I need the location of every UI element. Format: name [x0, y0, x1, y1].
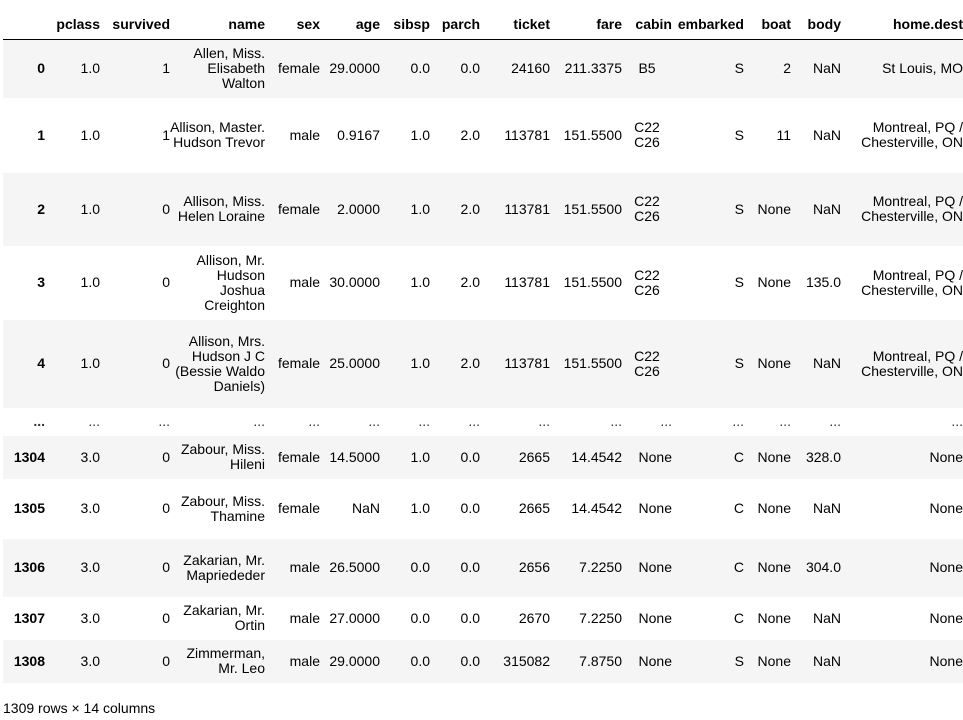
- header-index: [3, 9, 45, 40]
- table-body: [3, 40, 963, 683]
- cell-embarked: S: [734, 274, 744, 290]
- cell-home: None: [929, 559, 963, 575]
- cell-cabin: C22 C26: [634, 266, 660, 298]
- cell-pclass: 3.0: [80, 559, 100, 575]
- cell-fare: 151.5500: [563, 200, 622, 217]
- cell-sex: female: [277, 355, 320, 371]
- cell-body: NaN: [812, 60, 841, 77]
- cell-boat: 11: [776, 126, 791, 143]
- cell-body: NaN: [812, 609, 841, 626]
- cell-cabin: None: [638, 652, 672, 669]
- cell-age: 29.0000: [329, 652, 380, 669]
- cell-pclass: 1.0: [80, 60, 100, 77]
- table-header: [3, 9, 963, 40]
- cell-parch: 2.0: [460, 355, 480, 371]
- table-row: [3, 479, 963, 539]
- cell-name: Zakarian, Mr. Mapriededer: [183, 551, 265, 583]
- table-row: [3, 597, 963, 640]
- cell-fare: 211.3375: [564, 60, 622, 77]
- cell-cabin: None: [638, 500, 672, 516]
- cell-fare: 7.8750: [579, 652, 622, 669]
- header-survived: survived: [100, 9, 170, 40]
- cell-survived: 0: [162, 652, 170, 669]
- row-index: 1305: [13, 500, 45, 516]
- cell-boat: None: [757, 200, 791, 217]
- cell-body: NaN: [812, 200, 841, 217]
- cell-boat: None: [757, 274, 791, 290]
- cell-ticket: 113781: [504, 355, 550, 371]
- cell-name: Allison, Mrs. Hudson J C (Bessie Waldo Daniels): [175, 332, 265, 394]
- cell-name: ...: [253, 413, 265, 429]
- cell-boat: ...: [779, 413, 791, 429]
- cell-sibsp: 1.0: [410, 126, 430, 143]
- cell-embarked: S: [734, 200, 744, 217]
- header-sibsp: sibsp: [380, 9, 430, 40]
- cell-pclass: 3.0: [80, 652, 100, 669]
- cell-home: Montreal, PQ / Chesterville, ON: [861, 119, 963, 150]
- header-home-dest: home.dest: [841, 9, 963, 40]
- cell-sibsp: 0.0: [410, 609, 430, 626]
- cell-sex: male: [289, 559, 320, 575]
- cell-boat: 2: [783, 60, 791, 77]
- cell-survived: 0: [162, 355, 170, 371]
- cell-parch: 0.0: [460, 652, 480, 669]
- cell-pclass: 3.0: [80, 609, 100, 626]
- cell-embarked: ...: [732, 413, 744, 429]
- cell-age: 27.0000: [329, 609, 380, 626]
- cell-sex: female: [277, 200, 320, 217]
- cell-fare: ...: [610, 413, 622, 429]
- row-index: 1304: [13, 448, 45, 465]
- cell-sibsp: 1.0: [410, 500, 430, 516]
- cell-embarked: S: [734, 355, 744, 371]
- cell-home: None: [929, 652, 963, 669]
- cell-boat: None: [757, 559, 791, 575]
- cell-sibsp: 1.0: [410, 448, 430, 465]
- cell-parch: 2.0: [460, 200, 480, 217]
- cell-age: ...: [368, 413, 380, 429]
- cell-sibsp: 1.0: [410, 355, 430, 371]
- row-index: 1308: [13, 652, 45, 669]
- cell-body: 135.0: [805, 274, 841, 290]
- header-cabin: cabin: [622, 9, 672, 40]
- cell-sex: female: [277, 448, 320, 465]
- header-row: [3, 9, 963, 40]
- cell-boat: None: [757, 652, 791, 669]
- cell-boat: None: [757, 448, 791, 465]
- header-parch: parch: [430, 9, 480, 40]
- cell-home: Montreal, PQ / Chesterville, ON: [861, 193, 963, 224]
- cell-sex: female: [277, 500, 320, 516]
- cell-body: NaN: [812, 126, 841, 143]
- cell-cabin: C22 C26: [634, 347, 660, 379]
- cell-pclass: 3.0: [80, 500, 100, 516]
- cell-cabin: None: [638, 609, 672, 626]
- cell-body: 328.0: [805, 448, 841, 465]
- table-row: [3, 320, 963, 408]
- cell-cabin: B5: [638, 60, 656, 77]
- header-name: name: [170, 9, 265, 40]
- cell-home: None: [929, 500, 963, 516]
- cell-boat: None: [757, 500, 791, 516]
- cell-fare: 14.4542: [571, 448, 622, 465]
- cell-embarked: S: [734, 652, 744, 669]
- cell-ticket: 315082: [503, 652, 550, 669]
- cell-parch: 0.0: [460, 559, 480, 575]
- table-row: [3, 98, 963, 173]
- table-row: [3, 640, 963, 683]
- cell-name: Zabour, Miss. Hileni: [180, 441, 265, 472]
- cell-fare: 151.5500: [563, 355, 622, 371]
- header-fare: fare: [550, 9, 622, 40]
- cell-age: 30.0000: [329, 274, 380, 290]
- cell-embarked: C: [733, 448, 744, 465]
- cell-parch: 0.0: [460, 500, 480, 516]
- header-ticket: ticket: [480, 9, 550, 40]
- dataframe-table: [3, 9, 963, 683]
- cell-embarked: C: [733, 500, 744, 516]
- cell-name: Zabour, Miss. Thamine: [180, 492, 265, 524]
- cell-pclass: 1.0: [80, 355, 100, 371]
- cell-home: Montreal, PQ / Chesterville, ON: [861, 266, 963, 298]
- cell-sibsp: 1.0: [410, 200, 430, 217]
- table-row: [3, 436, 963, 479]
- cell-boat: None: [757, 355, 791, 371]
- row-index: 3: [37, 274, 45, 290]
- cell-parch: 0.0: [460, 609, 480, 626]
- header-boat: boat: [744, 9, 791, 40]
- ellipsis-row: [3, 408, 963, 436]
- cell-ticket: 2665: [518, 448, 550, 465]
- cell-parch: 0.0: [460, 448, 480, 465]
- cell-fare: 7.2250: [579, 559, 622, 575]
- cell-survived: ...: [158, 413, 170, 429]
- cell-home: None: [929, 609, 963, 626]
- dataframe-scroll-container[interactable]: [3, 9, 963, 683]
- cell-home: None: [929, 448, 963, 465]
- cell-cabin: None: [638, 559, 672, 575]
- cell-sibsp: ...: [418, 413, 430, 429]
- table-row: [3, 246, 963, 320]
- cell-pclass: 1.0: [80, 200, 100, 217]
- cell-survived: 0: [162, 200, 170, 217]
- row-index: 0: [37, 60, 45, 77]
- cell-name: Zimmerman, Mr. Leo: [186, 645, 265, 676]
- cell-survived: 1: [162, 126, 170, 143]
- cell-name: Allison, Miss. Helen Loraine: [177, 193, 265, 224]
- dataframe-shape-summary: 1309 rows × 14 columns: [3, 700, 156, 716]
- cell-ticket: 24160: [511, 60, 550, 77]
- cell-survived: 0: [162, 559, 170, 575]
- cell-cabin: ...: [660, 413, 672, 429]
- cell-cabin: C22 C26: [634, 119, 660, 150]
- cell-parch: ...: [468, 413, 480, 429]
- header-body: body: [791, 9, 841, 40]
- cell-pclass: 3.0: [80, 448, 100, 465]
- cell-survived: 1: [162, 60, 170, 77]
- cell-sex: male: [289, 274, 320, 290]
- cell-survived: 0: [162, 609, 170, 626]
- header-sex: sex: [265, 9, 320, 40]
- cell-fare: 14.4542: [571, 500, 622, 516]
- header-pclass: pclass: [45, 9, 100, 40]
- cell-embarked: C: [733, 559, 744, 575]
- cell-sibsp: 0.0: [410, 60, 430, 77]
- cell-boat: None: [757, 609, 791, 626]
- cell-ticket: 2670: [518, 609, 550, 626]
- header-age: age: [320, 9, 380, 40]
- cell-home: St Louis, MO: [882, 60, 963, 77]
- cell-fare: 7.2250: [579, 609, 622, 626]
- cell-body: NaN: [812, 652, 841, 669]
- cell-pclass: 1.0: [80, 126, 100, 143]
- cell-fare: 151.5500: [563, 126, 622, 143]
- cell-ticket: 113781: [504, 126, 550, 143]
- cell-pclass: ...: [88, 413, 100, 429]
- cell-sibsp: 0.0: [410, 652, 430, 669]
- cell-name: Zakarian, Mr. Ortin: [183, 602, 265, 633]
- table-row: [3, 40, 963, 98]
- cell-cabin: C22 C26: [634, 193, 660, 224]
- cell-age: 25.0000: [329, 355, 380, 371]
- cell-fare: 151.5500: [563, 274, 622, 290]
- cell-embarked: C: [733, 609, 744, 626]
- cell-age: 2.0000: [337, 200, 380, 217]
- cell-home: ...: [951, 413, 963, 429]
- cell-age: 29.0000: [329, 60, 380, 77]
- cell-survived: 0: [162, 448, 170, 465]
- cell-parch: 2.0: [460, 274, 480, 290]
- cell-body: NaN: [812, 500, 841, 516]
- row-index: 1307: [13, 609, 45, 626]
- row-index: 1306: [13, 559, 45, 575]
- cell-body: 304.0: [805, 559, 841, 575]
- cell-age: NaN: [351, 500, 380, 516]
- cell-body: NaN: [812, 355, 841, 371]
- table-row: [3, 173, 963, 246]
- cell-pclass: 1.0: [80, 274, 100, 290]
- cell-home: Montreal, PQ / Chesterville, ON: [861, 347, 963, 379]
- cell-sex: ...: [308, 413, 320, 429]
- table-row: [3, 539, 963, 597]
- cell-age: 14.5000: [329, 448, 380, 465]
- cell-name: Allison, Mr. Hudson Joshua Creighton: [196, 251, 265, 313]
- cell-name: Allen, Miss. Elisabeth Walton: [193, 45, 265, 92]
- cell-sibsp: 0.0: [410, 559, 430, 575]
- cell-ticket: 113781: [504, 274, 550, 290]
- cell-body: ...: [829, 413, 841, 429]
- cell-age: 26.5000: [329, 559, 380, 575]
- cell-ticket: 113781: [504, 200, 550, 217]
- cell-age: 0.9167: [337, 126, 380, 143]
- cell-sex: male: [289, 126, 320, 143]
- cell-survived: 0: [162, 274, 170, 290]
- row-index: 4: [37, 355, 45, 371]
- cell-sex: female: [277, 60, 320, 77]
- cell-parch: 0.0: [460, 60, 480, 77]
- cell-name: Allison, Master. Hudson Trevor: [170, 119, 265, 150]
- row-index: 2: [37, 200, 45, 217]
- cell-survived: 0: [162, 500, 170, 516]
- row-index: ...: [33, 413, 45, 429]
- cell-cabin: None: [638, 448, 672, 465]
- cell-ticket: 2665: [518, 500, 550, 516]
- cell-embarked: S: [734, 60, 744, 77]
- cell-ticket: ...: [538, 413, 550, 429]
- cell-embarked: S: [734, 126, 744, 143]
- cell-ticket: 2656: [518, 559, 550, 575]
- cell-sex: male: [289, 609, 320, 626]
- cell-sibsp: 1.0: [410, 274, 430, 290]
- header-embarked: embarked: [672, 9, 744, 40]
- row-index: 1: [37, 126, 45, 143]
- cell-sex: male: [289, 652, 320, 669]
- cell-parch: 2.0: [460, 126, 480, 143]
